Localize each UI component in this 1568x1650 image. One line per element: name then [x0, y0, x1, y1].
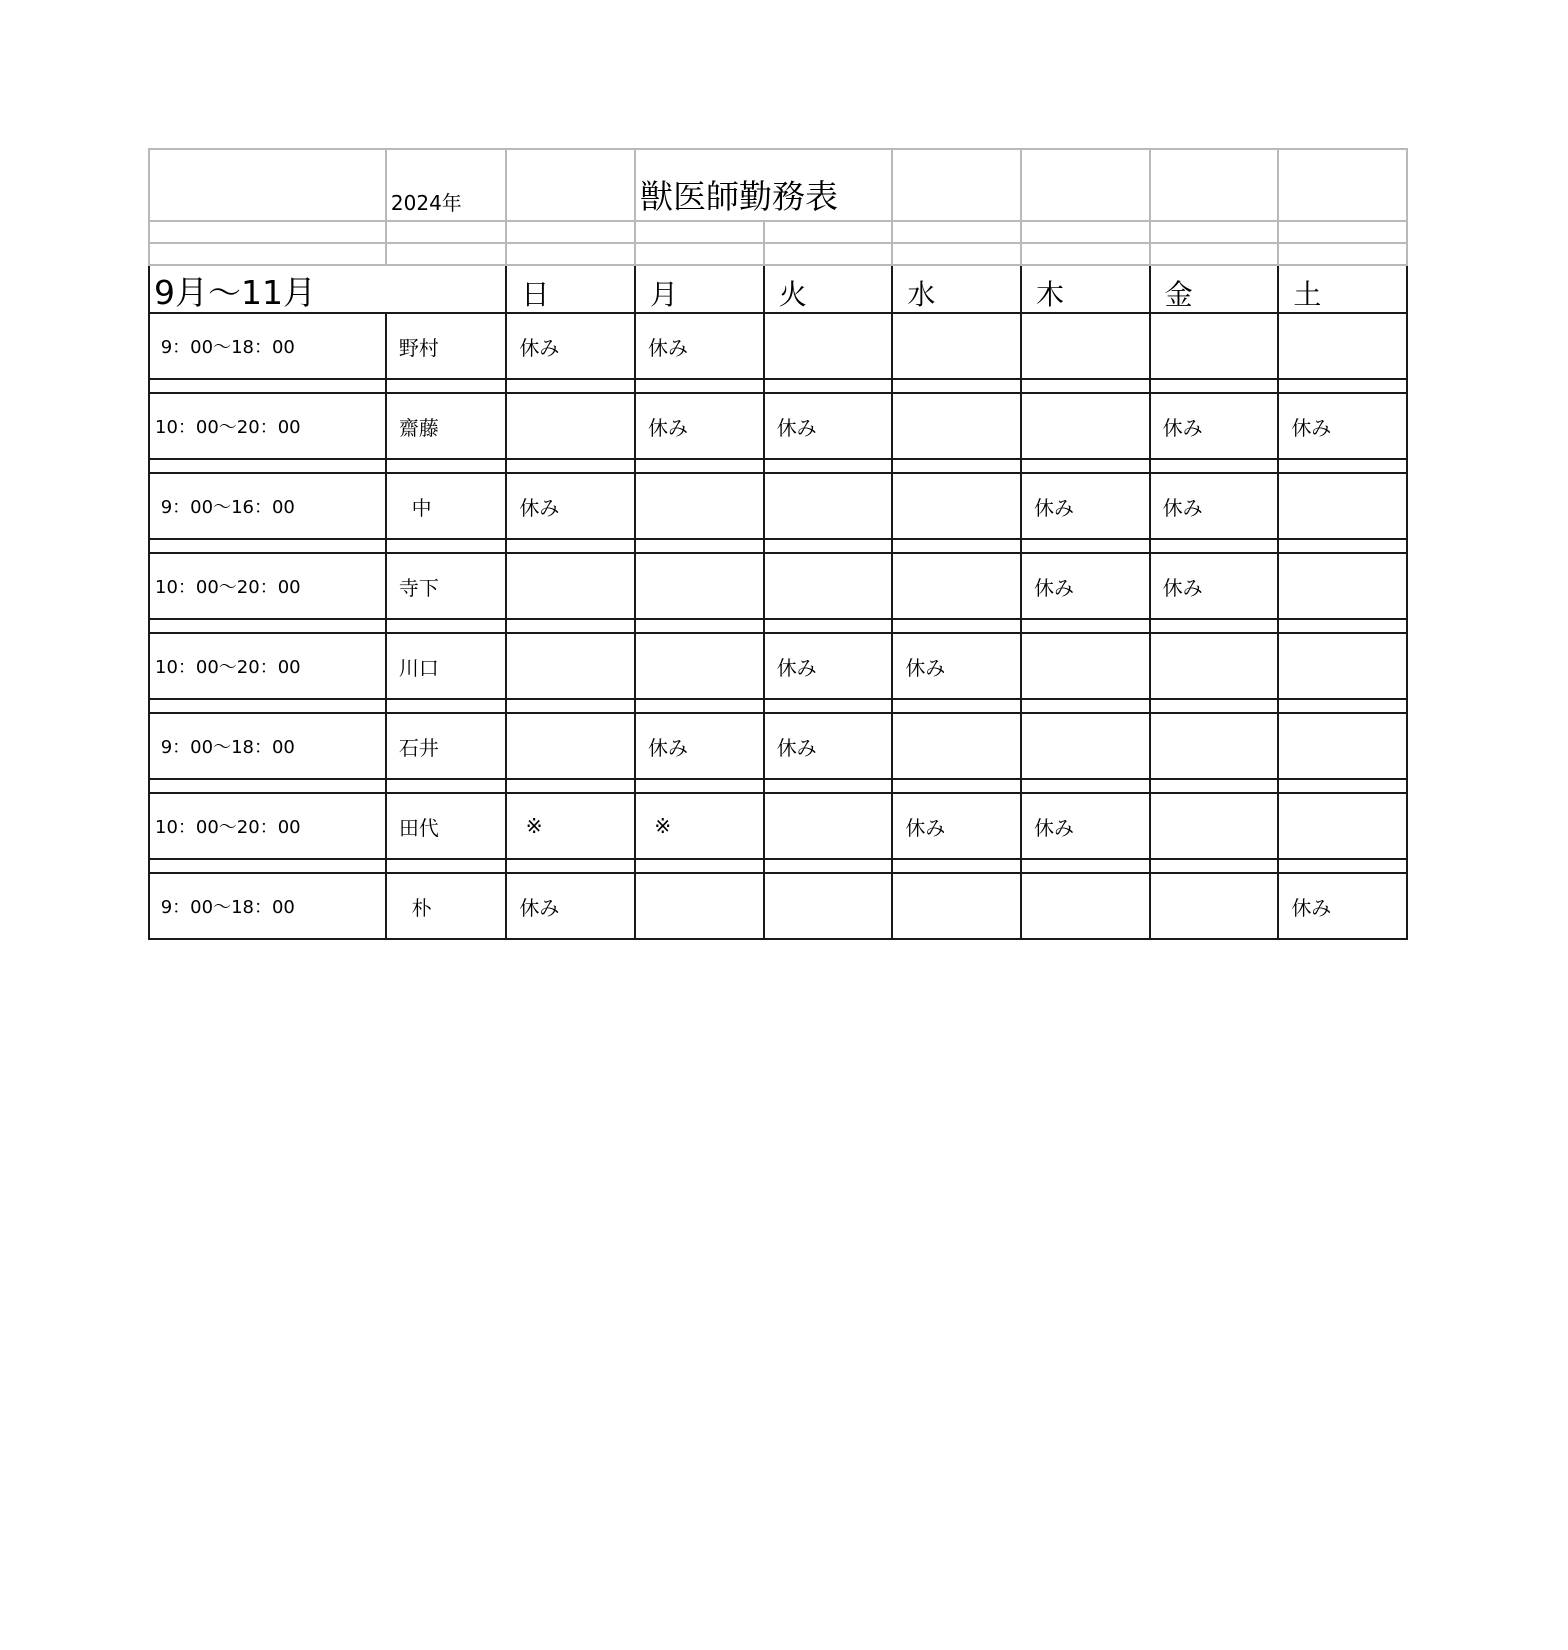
schedule-cell [635, 633, 764, 699]
timesheet [148, 148, 1408, 940]
schedule-cell [506, 713, 635, 779]
spacer-row [149, 699, 1407, 713]
schedule-cell: 休み [1150, 393, 1279, 459]
vet-name: 石井 [386, 713, 506, 779]
schedule-cell: 休み [1150, 473, 1279, 539]
shift-time: 10：00～20：00 [149, 633, 386, 699]
cell-empty [1021, 149, 1150, 221]
schedule-cell: 休み [506, 313, 635, 379]
spacer-row [149, 779, 1407, 793]
schedule-cell: 休み [635, 393, 764, 459]
schedule-cell: ※ [506, 793, 635, 859]
schedule-cell [1278, 633, 1407, 699]
schedule-cell [635, 473, 764, 539]
schedule-cell: 休み [1021, 793, 1150, 859]
schedule-cell [635, 553, 764, 619]
shift-time: 9：00～16：00 [149, 473, 386, 539]
schedule-cell [892, 473, 1021, 539]
schedule-cell [1150, 793, 1279, 859]
schedule-cell: 休み [1150, 553, 1279, 619]
vet-name: 寺下 [386, 553, 506, 619]
schedule-cell [764, 793, 893, 859]
schedule-cell [1150, 313, 1279, 379]
schedule-cell [1150, 633, 1279, 699]
vet-name: 齋藤 [386, 393, 506, 459]
schedule-cell: 休み [892, 793, 1021, 859]
shift-time: 9：00～18：00 [149, 713, 386, 779]
spacer-row [149, 859, 1407, 873]
cell-empty [892, 149, 1021, 221]
schedule-cell [892, 393, 1021, 459]
table-row [149, 793, 1407, 859]
spacer-row [149, 539, 1407, 553]
schedule-cell [506, 393, 635, 459]
schedule-cell: 休み [764, 713, 893, 779]
schedule-cell [764, 473, 893, 539]
schedule-cell [1021, 313, 1150, 379]
schedule-cell [506, 633, 635, 699]
schedule-cell [1278, 553, 1407, 619]
schedule-cell [1150, 713, 1279, 779]
day-header: 月 [635, 265, 764, 313]
spacer-row [149, 459, 1407, 473]
day-header: 火 [764, 265, 893, 313]
title-row [149, 149, 1407, 221]
shift-time: 10：00～20：00 [149, 393, 386, 459]
cell-empty [1278, 149, 1407, 221]
schedule-cell: 休み [764, 393, 893, 459]
shift-time: 9：00～18：00 [149, 873, 386, 939]
sheet-title: 獣医師勤務表 [635, 149, 892, 221]
day-header: 土 [1278, 265, 1407, 313]
schedule-cell [506, 553, 635, 619]
table-row [149, 393, 1407, 459]
cell-empty [506, 149, 635, 221]
schedule-cell: 休み [506, 873, 635, 939]
schedule-cell: 休み [635, 713, 764, 779]
schedule-cell [1278, 313, 1407, 379]
schedule-cell [635, 873, 764, 939]
schedule-cell: ※ [635, 793, 764, 859]
vet-name: 中 [386, 473, 506, 539]
shift-time: 10：00～20：00 [149, 793, 386, 859]
table-row [149, 473, 1407, 539]
schedule-cell: 休み [1021, 553, 1150, 619]
vet-name: 野村 [386, 313, 506, 379]
schedule-cell: 休み [1021, 473, 1150, 539]
spacer-row [149, 619, 1407, 633]
table-row [149, 713, 1407, 779]
schedule-cell: 休み [892, 633, 1021, 699]
spacer-row [149, 221, 1407, 243]
schedule-cell [1021, 393, 1150, 459]
spacer-row [149, 379, 1407, 393]
schedule-cell [892, 873, 1021, 939]
vet-name: 川口 [386, 633, 506, 699]
cell-empty [149, 149, 386, 221]
schedule-cell [1150, 873, 1279, 939]
schedule-cell [892, 553, 1021, 619]
day-header: 木 [1021, 265, 1150, 313]
year-label: 2024年 [386, 149, 506, 221]
day-header: 日 [506, 265, 635, 313]
table-row [149, 633, 1407, 699]
day-header: 水 [892, 265, 1021, 313]
vet-name: 朴 [386, 873, 506, 939]
cell-empty [1150, 149, 1279, 221]
schedule-cell [764, 313, 893, 379]
schedule-cell [1278, 473, 1407, 539]
day-header-row [149, 265, 1407, 313]
table-row [149, 313, 1407, 379]
schedule-cell [892, 713, 1021, 779]
shift-time: 10：00～20：00 [149, 553, 386, 619]
table-row [149, 553, 1407, 619]
schedule-cell [1021, 633, 1150, 699]
spacer-row [149, 243, 1407, 265]
schedule-cell [1278, 713, 1407, 779]
vet-name: 田代 [386, 793, 506, 859]
schedule-cell [892, 313, 1021, 379]
schedule-cell [764, 873, 893, 939]
schedule-cell [1278, 793, 1407, 859]
day-header: 金 [1150, 265, 1279, 313]
shift-time: 9：00～18：00 [149, 313, 386, 379]
schedule-cell: 休み [764, 633, 893, 699]
schedule-cell: 休み [1278, 393, 1407, 459]
schedule-cell: 休み [635, 313, 764, 379]
schedule-cell [764, 553, 893, 619]
schedule-cell [1021, 873, 1150, 939]
schedule-cell: 休み [506, 473, 635, 539]
schedule-table [148, 148, 1408, 940]
period-label: 9月～11月 [149, 265, 506, 313]
table-row [149, 873, 1407, 939]
schedule-cell [1021, 713, 1150, 779]
schedule-cell: 休み [1278, 873, 1407, 939]
